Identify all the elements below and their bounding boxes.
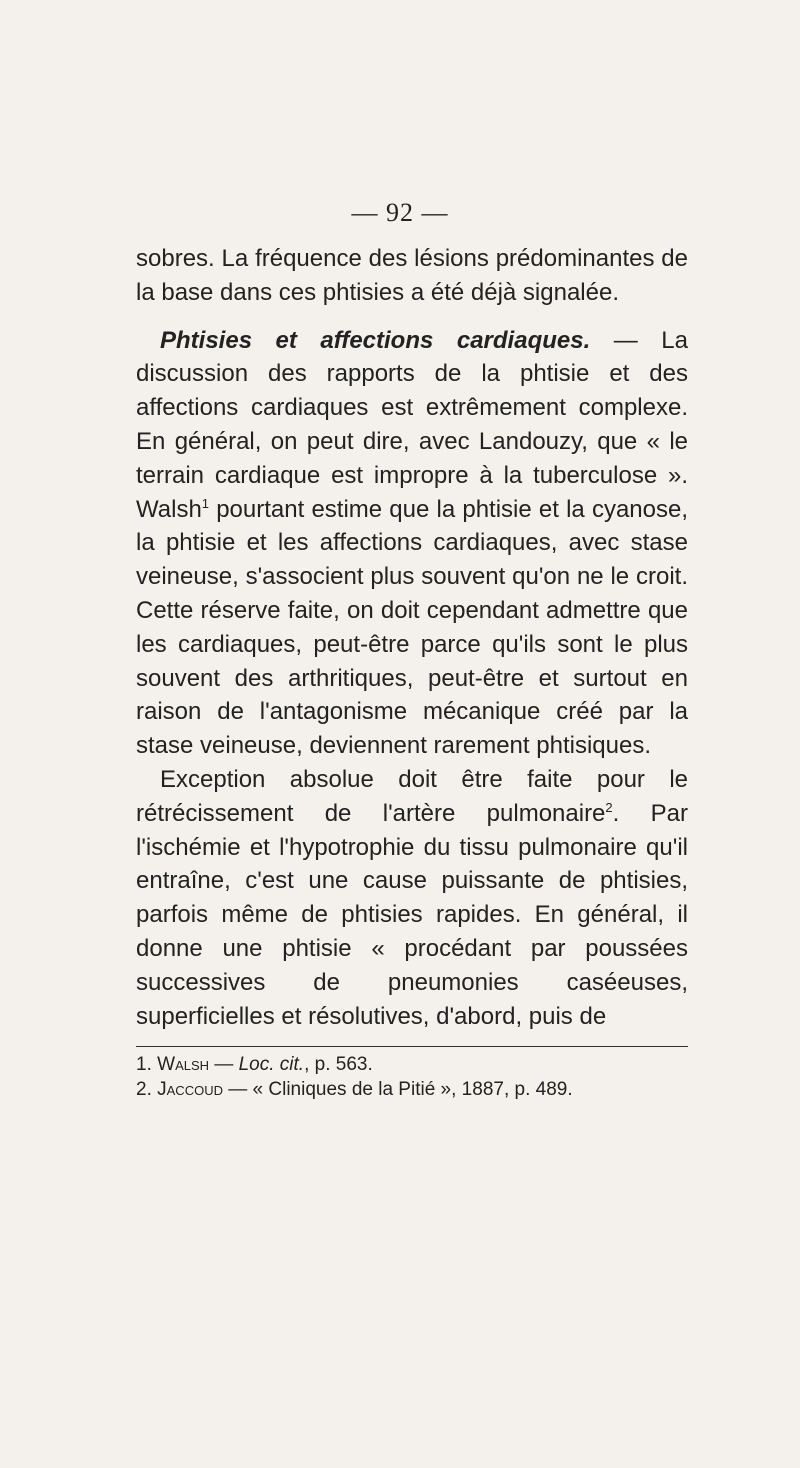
footnote-title: Loc. cit. (238, 1054, 305, 1075)
body-text (136, 242, 688, 1033)
footnote-number: 2. (136, 1079, 152, 1100)
section-heading: Phtisies et affections cardiaques. (160, 326, 591, 354)
footnotes (136, 1052, 696, 1102)
footnote-author: Jaccoud (157, 1079, 223, 1100)
footnote-2 (136, 1077, 696, 1102)
footnote-title: « Cliniques de la Pitié » (252, 1079, 452, 1100)
paragraph-cardiac-rest: pourtant estime que la phtisie et la cyanose, la phtisie et les affections cardiaques, avec stase veineuse, s'associent plus souvent qu'on ne le croit. Cette réserve faite, on doit cependant admettre que les cardiaques, peut-être parce qu'ils sont le plus souvent des arthritiques, peut-être et surtout en raison de l'antagonisme mécanique créé par la stase veineuse, deviennent rarement phtisiques. (136, 495, 688, 760)
footnote-ref-2: 2 (605, 799, 613, 815)
footnote-author: Walsh (157, 1054, 210, 1075)
paragraph-exception-lead: Exception absolue doit être faite pour le rétrécissement de l'artère pulmonaire (136, 765, 688, 827)
footnote-number: 1. (136, 1054, 152, 1075)
footnote-separator: — (222, 1079, 253, 1100)
page-number: — 92 — (351, 198, 449, 227)
paragraph-exception (136, 763, 688, 1033)
paragraph-continuation: sobres. La fréquence des lésions prédominantes de la base dans ces phtisies a été déjà signalée. (136, 245, 688, 306)
footnote-1 (136, 1052, 696, 1077)
footnote-divider (136, 1046, 688, 1047)
footnote-detail: , p. 563. (304, 1054, 373, 1075)
paragraph-exception-rest: . Par l'ischémie et l'hypotrophie du tissu pulmonaire qu'il entraîne, c'est une cause puissante de phtisies, parfois même de phtisies rapides. En général, il donne une phtisie « procédant par poussées successives de pneumonies caséeuses, superficielles et résolutives, d'abord, puis de (136, 799, 688, 1030)
paragraph-spacer (136, 310, 688, 324)
footnote-separator: — (209, 1054, 239, 1075)
footnote-ref-1: 1 (201, 495, 210, 511)
footnote-detail: , 1887, p. 489. (451, 1079, 573, 1100)
paragraph-cardiac-lead: — La discussion des rapports de la phtisie et des affections cardiaques est extrêmement complexe. En général, on peut dire, avec Landouzy, que « le terrain cardiaque est impropre à la tuberculose ». Walsh (136, 326, 689, 523)
paragraph-cardiac (136, 324, 688, 763)
